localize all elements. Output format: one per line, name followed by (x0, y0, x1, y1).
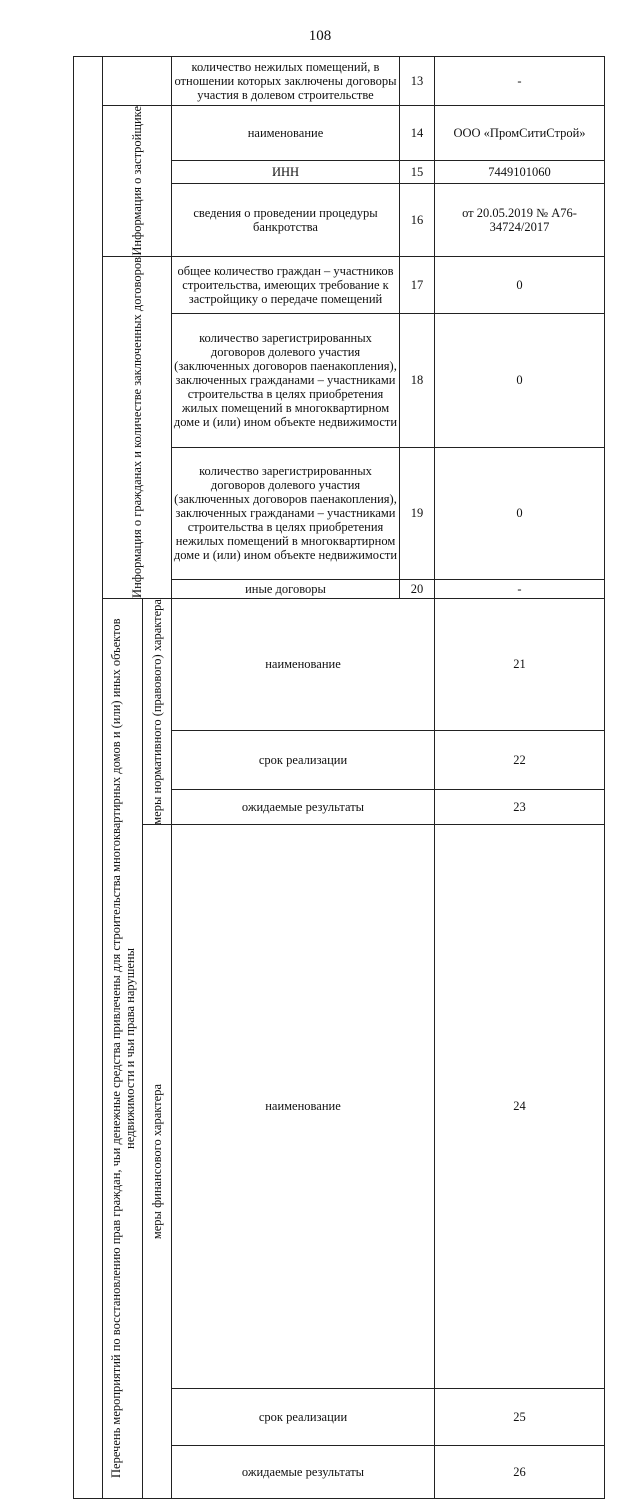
row-description: количество нежилых помещений, в отношении которых заключены договоры участия в долевом строительстве (172, 57, 400, 106)
row-number: 23 (435, 789, 605, 824)
row-description: количество зарегистрированных договоров долевого участия (заключенных договоров паенакопления), заключенных гражданами – участниками строительства в целях приобретения нежилых помещений в многоквартирном доме и (или) ином объекте недвижимости (172, 448, 400, 580)
row-description: количество зарегистрированных договоров долевого участия (заключенных договоров паенакопления), заключенных гражданами – участниками строительства в целях приобретения жилых помещений в многоквартирном доме и (или) ином объекте недвижимости (172, 313, 400, 447)
group-measures (103, 598, 143, 1498)
group-financial (143, 825, 172, 1498)
group-cell-empty (103, 57, 172, 106)
row-description: общее количество граждан – участников строительства, имеющих требование к застройщику о передаче помещений (172, 256, 400, 313)
row-description (172, 1388, 435, 1445)
group-normative-label: меры нормативного (правового) характера (150, 599, 164, 825)
row-number: 14 (400, 106, 435, 161)
page-number: 108 (0, 28, 640, 45)
table-row (74, 825, 605, 1388)
row-description: ожидаемые результаты (172, 789, 435, 824)
row-number: 17 (400, 256, 435, 313)
row-number: 24 (435, 825, 605, 1388)
row-description: наименование (172, 598, 435, 730)
table-row (74, 106, 605, 161)
row-number: 19 (400, 448, 435, 580)
table-row (74, 598, 605, 730)
row-value: ООО «ПромСитиСтрой» (435, 106, 605, 161)
row-description (172, 1445, 435, 1498)
group-citizens-label: Информация о гражданах и количестве заключенных договоров (130, 257, 144, 598)
row-description: срок реализации (172, 730, 435, 789)
row-description: сведения о проведении процедуры банкротства (172, 184, 400, 256)
row-description: наименование (172, 106, 400, 161)
row-description: ИНН (172, 160, 400, 184)
row-number: 20 (400, 579, 435, 598)
row-value: 0 (435, 448, 605, 580)
row-number (435, 1445, 605, 1498)
row-number: 21 (435, 598, 605, 730)
row-description: иные договоры (172, 579, 400, 598)
group-developer-label: Информация о застройщике (130, 106, 144, 256)
row-value: - (435, 579, 605, 598)
left-margin-column (74, 57, 103, 1499)
row-value: 7449101060 (435, 160, 605, 184)
row-value: 0 (435, 313, 605, 447)
row-number: 13 (400, 57, 435, 106)
group-measures-label: Перечень мероприятий по восстановлению прав граждан, чьи денежные средства привлечены для строительства многоквартирных домов и (или) иных объектов недвижимости и чьи права нарушены (109, 599, 137, 1498)
row-number: 22 (435, 730, 605, 789)
row-value: 0 (435, 256, 605, 313)
row-value: - (435, 57, 605, 106)
group-normative (143, 598, 172, 825)
group-developer (103, 106, 172, 257)
row-number (435, 1388, 605, 1445)
table-row (74, 57, 605, 106)
row-number: 18 (400, 313, 435, 447)
row-description: наименование (172, 825, 435, 1388)
row-value: от 20.05.2019 № А76-34724/2017 (435, 184, 605, 256)
row-number: 15 (400, 160, 435, 184)
group-citizens (103, 256, 172, 598)
row-number: 16 (400, 184, 435, 256)
info-table (73, 56, 605, 1499)
table-row (74, 256, 605, 313)
group-financial-label: меры финансового характера (150, 1084, 164, 1239)
